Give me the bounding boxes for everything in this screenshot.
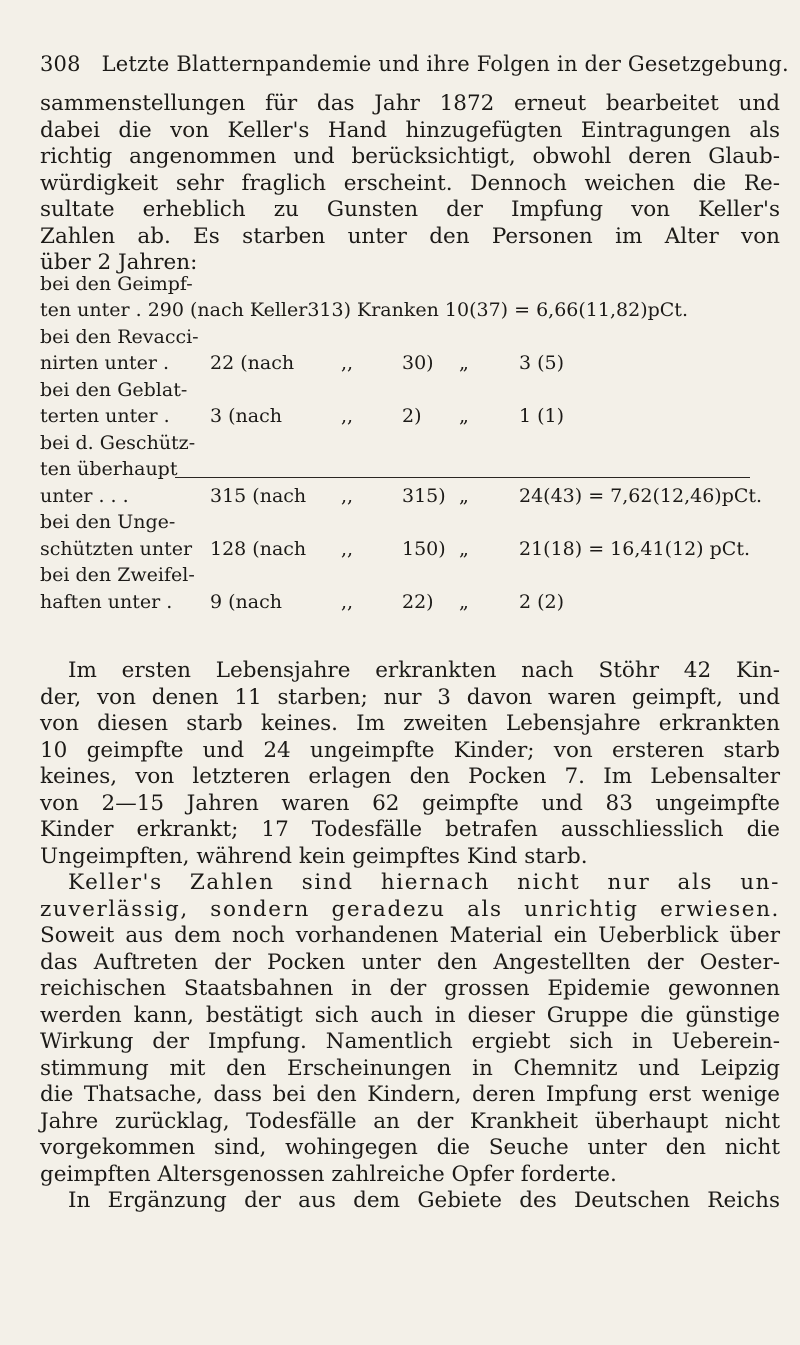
text-line: richtig angenommen und berücksichtigt, obwohl deren Glaub- xyxy=(40,144,780,169)
keller-cell: 150) xyxy=(402,538,446,560)
running-header xyxy=(40,52,789,76)
count-cell: 128 (nach xyxy=(210,538,307,560)
text-line: würdigkeit sehr fraglich erscheint. Dennoch weichen die Re- xyxy=(40,170,780,196)
row-label: schützten unter xyxy=(40,538,193,560)
table-row xyxy=(40,273,780,326)
text-line: stimmung mit den Erscheinungen in Chemnitz und Leipzig xyxy=(40,1055,780,1081)
text-line: von 2—15 Jahren waren 62 geimpfte und 83 ungeimpfte xyxy=(40,790,780,816)
text-line: Wirkung der Impfung. Namentlich ergiebt sich in Ueberein- xyxy=(40,1029,780,1054)
ditto-mark: „ xyxy=(459,591,469,613)
row-label: bei den Zweifel- xyxy=(40,564,195,586)
text-line: 10 geimpfte und 24 ungeimpfte Kinder; von ersteren starb xyxy=(40,737,780,763)
ditto-mark: ,, xyxy=(341,538,354,560)
text-line: geimpften Altersgenossen zahlreiche Opfer forderte. xyxy=(40,1161,617,1187)
count-cell: 3 (nach xyxy=(210,405,282,427)
ditto-mark: ,, xyxy=(341,352,354,374)
keller-cell: 22) xyxy=(402,591,434,613)
keller-cell: 2) xyxy=(402,405,422,427)
text-line: die Thatsache, dass bei den Kindern, deren Impfung erst wenige xyxy=(40,1082,780,1107)
text-line: keines, von letzteren erlagen den Pocken 7. Im Lebensalter xyxy=(40,764,780,789)
text-line: zuverlässig, sondern geradezu als unrichtig erwiesen. xyxy=(40,896,780,922)
table-row xyxy=(40,326,780,379)
ditto-mark: ,, xyxy=(341,485,354,507)
result-cell: 1 (1) xyxy=(519,405,565,427)
page-number: 308 xyxy=(40,52,81,76)
keller-cell: 30) xyxy=(402,352,434,374)
text-line: Jahre zurücklag, Todesfälle an der Krankheit überhaupt nicht xyxy=(40,1108,780,1134)
text-line: über 2 Jahren: xyxy=(40,250,198,275)
row-label: ten überhaupt xyxy=(40,458,178,480)
mortality-table xyxy=(40,273,780,644)
row-label: bei den Geimpf- xyxy=(40,273,193,295)
keller-cell: 315) xyxy=(402,485,446,507)
count-cell: 9 (nach xyxy=(210,591,282,613)
row-label: haften unter . xyxy=(40,591,173,613)
table-row xyxy=(40,591,780,644)
ditto-mark: ,, xyxy=(341,405,354,427)
count-cell: 22 (nach xyxy=(210,352,295,374)
text-line: sammenstellungen für das Jahr 1872 erneut bearbeitet und xyxy=(40,91,780,116)
row-label: nirten unter . xyxy=(40,352,170,374)
ditto-mark: ,, xyxy=(341,591,354,613)
result-cell: 2 (2) xyxy=(519,591,565,613)
intro-paragraph xyxy=(40,91,780,277)
text-line: von diesen starb keines. Im zweiten Lebensjahre erkrankten xyxy=(40,711,780,736)
text-line: sultate erheblich zu Gunsten der Impfung von Keller's xyxy=(40,197,780,222)
row-label: bei den Revacci- xyxy=(40,326,199,348)
ditto-mark: „ xyxy=(459,485,469,507)
row-label: bei den Unge- xyxy=(40,511,176,533)
result-cell: 24(43) = 7,62(12,46)pCt. xyxy=(519,485,763,507)
running-title: Letzte Blatternpandemie und ihre Folgen in der Gesetzgebung. xyxy=(101,52,789,76)
body-paragraph xyxy=(40,658,780,1215)
text-line: Zahlen ab. Es starben unter den Personen im Alter von xyxy=(40,223,780,249)
table-row xyxy=(40,379,780,432)
table-rule xyxy=(175,477,750,478)
text-line: Ungeimpften, während kein geimpftes Kind starb. xyxy=(40,843,588,869)
row-label: bei den Geblat- xyxy=(40,379,188,401)
row-label: unter . . . xyxy=(40,485,129,507)
ditto-mark: „ xyxy=(459,538,469,560)
result-cell: 3 (5) xyxy=(519,352,565,374)
table-row xyxy=(40,485,780,538)
row-label: terten unter . xyxy=(40,405,170,427)
text-line: das Auftreten der Pocken unter den Angestellten der Oester- xyxy=(40,949,780,975)
text-line: dabei die von Keller's Hand hinzugefügten Eintragungen als xyxy=(40,117,780,143)
text-line: Kinder erkrankt; 17 Todesfälle betrafen ausschliesslich die xyxy=(40,817,780,842)
ditto-mark: „ xyxy=(459,405,469,427)
text-line: Im ersten Lebensjahre erkrankten nach Stöhr 42 Kin- xyxy=(68,658,780,683)
row-label: bei d. Geschütz- xyxy=(40,432,196,454)
text-line: In Ergänzung der aus dem Gebiete des Deutschen Reichs xyxy=(68,1188,780,1213)
text-line: werden kann, bestätigt sich auch in dieser Gruppe die günstige xyxy=(40,1002,780,1028)
text-line: vorgekommen sind, wohingegen die Seuche unter den nicht xyxy=(40,1135,780,1160)
result-cell: 21(18) = 16,41(12) pCt. xyxy=(519,538,750,560)
row-label: ten unter . 290 (nach Keller313) Kranken 10(37) = 6,66(11,82)pCt. xyxy=(40,299,688,321)
text-line: Keller's Zahlen sind hiernach nicht nur als un- xyxy=(68,870,780,895)
table-row xyxy=(40,538,780,591)
count-cell: 315 (nach xyxy=(210,485,307,507)
text-line: der, von denen 11 starben; nur 3 davon waren geimpft, und xyxy=(40,684,780,710)
ditto-mark: „ xyxy=(459,352,469,374)
text-line: reichischen Staatsbahnen in der grossen Epidemie gewonnen xyxy=(40,976,780,1001)
text-line: Soweit aus dem noch vorhandenen Material ein Ueberblick über xyxy=(40,923,780,948)
